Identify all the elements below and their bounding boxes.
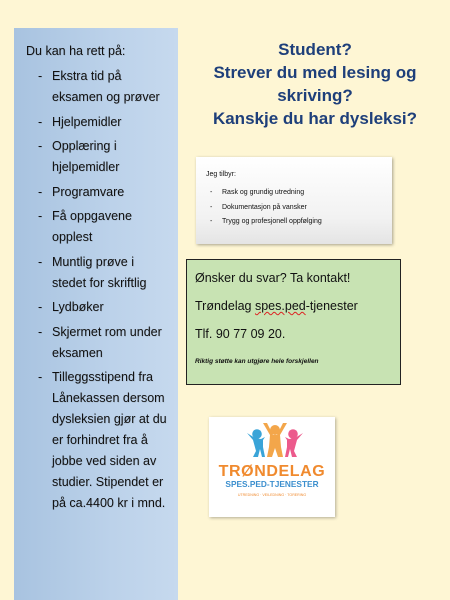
contact-prompt: Ønsker du svar? Ta kontakt! bbox=[195, 271, 351, 285]
offer-box bbox=[196, 157, 392, 244]
list-item: - Få oppgavene opplest bbox=[38, 209, 132, 244]
company-logo bbox=[209, 417, 335, 517]
list-item: - Hjelpemidler bbox=[38, 114, 122, 129]
list-item: - Trygg og profesjonell oppfølging bbox=[210, 218, 322, 225]
heading-line: Student? bbox=[278, 40, 352, 59]
person-pink-icon bbox=[285, 429, 303, 457]
phone-number: Tlf. 90 77 09 20. bbox=[195, 327, 286, 341]
person-blue-icon bbox=[247, 429, 265, 457]
company-name: Trøndelag spes.ped-tjenester bbox=[195, 299, 358, 313]
rights-title: Du kan ha rett på: bbox=[26, 44, 126, 58]
poster-heading bbox=[180, 38, 450, 130]
rights-panel bbox=[14, 28, 178, 600]
logo-subtitle: SPES.PED-TJENESTER bbox=[225, 479, 319, 489]
heading-line: skriving? bbox=[277, 86, 353, 105]
heading-line: Kanskje du har dysleksi? bbox=[212, 109, 418, 128]
person-orange-icon bbox=[263, 423, 287, 457]
list-item: - Opplæring i hjelpemidler bbox=[38, 139, 120, 174]
slogan: Riktig støtte kan utgjøre hele forskjellen bbox=[195, 358, 319, 365]
list-item: - Dokumentasjon på vansker bbox=[210, 203, 307, 211]
logo-name: TRØNDELAG bbox=[218, 463, 326, 480]
heading-line: Strever du med lesing og bbox=[213, 63, 417, 82]
list-item: - Lydbøker bbox=[38, 300, 104, 314]
list-item: - Programvare bbox=[38, 184, 125, 199]
list-item: - Tilleggsstipend fra Lånekassen dersom dysleksien gjør at du er forhindret fra å jobbe ved siden av studier. Stipendet er på ca.4400 kr i mnd. bbox=[38, 370, 167, 510]
logo-tagline: UTREDNING · VEILEDNING · TORERING bbox=[237, 493, 307, 497]
logo-card bbox=[209, 417, 335, 517]
offer-title: Jeg tilbyr: bbox=[206, 171, 236, 178]
offer-list bbox=[206, 186, 384, 230]
list-item: - Rask og grundig utredning bbox=[210, 189, 305, 196]
list-item: - Ekstra tid på eksamen og prøver bbox=[38, 69, 160, 104]
rights-list bbox=[24, 66, 170, 514]
contact-box bbox=[186, 259, 401, 385]
list-item: - Skjermet rom under eksamen bbox=[38, 324, 162, 360]
list-item: - Muntlig prøve i stedet for skriftlig bbox=[38, 254, 147, 290]
